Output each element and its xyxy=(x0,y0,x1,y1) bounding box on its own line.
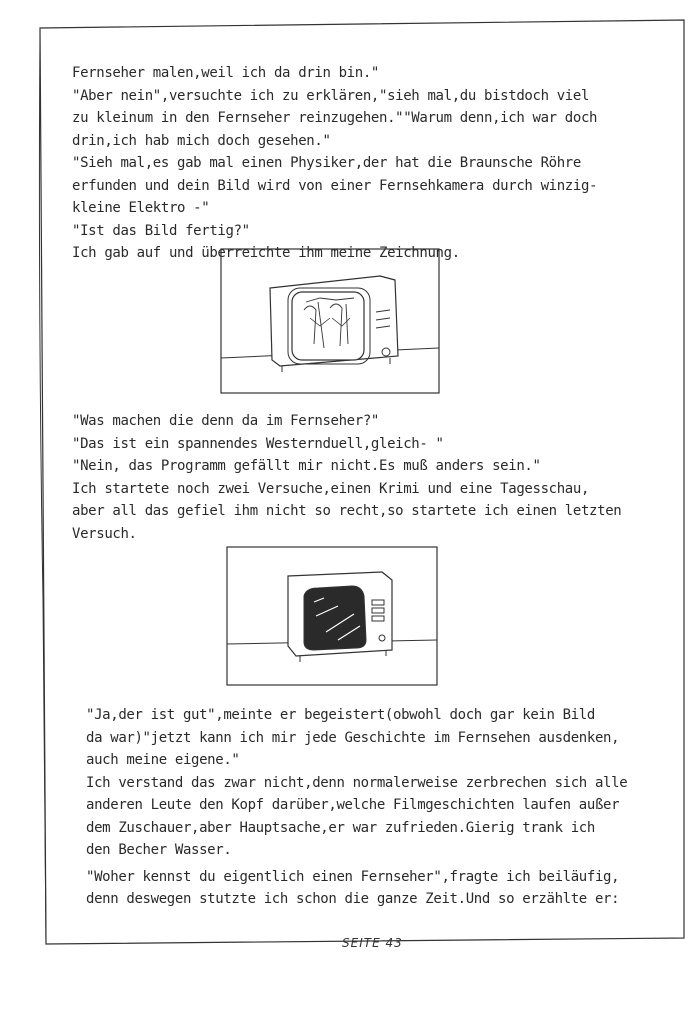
text-line: "Ist das Bild fertig?" xyxy=(72,222,250,239)
text-line: "Das ist ein spannendes Westernduell,gleich- " xyxy=(72,435,444,452)
text-line: denn deswegen stutzte ich schon die ganze Zeit.Und so erzählte er: xyxy=(86,891,620,907)
text-line: aber all das gefiel ihm nicht so recht,so startete ich einen letzten xyxy=(72,503,622,519)
text-line: Ich gab auf und überreichte ihm meine Zeichnung. xyxy=(72,245,460,261)
text-block-2 xyxy=(72,410,632,545)
text-line: kleine Elektro -" xyxy=(72,200,210,216)
text-line: "Sieh mal,es gab mal einen Physiker,der hat die Braunsche Röhre xyxy=(72,155,581,171)
text-line: anderen Leute den Kopf darüber,welche Filmgeschichten laufen außer xyxy=(86,797,620,813)
drawing-tv-western xyxy=(220,248,440,396)
text-line: "Woher kennst du eigentlich einen Fernseher",fragte ich beiläufig, xyxy=(86,868,620,885)
text-line: zu kleinum in den Fernseher reinzugehen.""Warum denn,ich war doch xyxy=(72,110,598,126)
page-number: SEITE 43 xyxy=(342,936,403,950)
text-line: Ich verstand das zwar nicht,denn normalerweise zerbrechen sich alle xyxy=(86,774,628,791)
text-line: Ich startete noch zwei Versuche,einen Krimi und eine Tagesschau, xyxy=(72,480,590,497)
text-line: erfunden und dein Bild wird von einer Fernsehkamera durch winzig- xyxy=(72,177,598,194)
text-line: Versuch. xyxy=(72,525,137,542)
text-block-3 xyxy=(86,704,646,911)
text-line: dem Zuschauer,aber Hauptsache,er war zufrieden.Gierig trank ich xyxy=(86,819,595,836)
text-line: "Nein, das Programm gefällt mir nicht.Es muß anders sein." xyxy=(72,458,541,474)
text-line: Fernseher malen,weil ich da drin bin." xyxy=(72,65,379,81)
text-block-1 xyxy=(72,62,632,265)
drawing-tv-empty xyxy=(226,546,438,688)
text-line: auch meine eigene." xyxy=(86,752,240,768)
text-line: den Becher Wasser. xyxy=(86,842,232,858)
text-line: "Aber nein",versuchte ich zu erklären,"sieh mal,du bistdoch viel xyxy=(72,87,590,104)
text-line: da war)"jetzt kann ich mir jede Geschichte im Fernsehen ausdenken, xyxy=(86,729,620,746)
text-line: "Was machen die denn da im Fernseher?" xyxy=(72,413,379,429)
text-line: "Ja,der ist gut",meinte er begeistert(obwohl doch gar kein Bild xyxy=(86,707,595,723)
text-line: drin,ich hab mich doch gesehen." xyxy=(72,132,331,149)
